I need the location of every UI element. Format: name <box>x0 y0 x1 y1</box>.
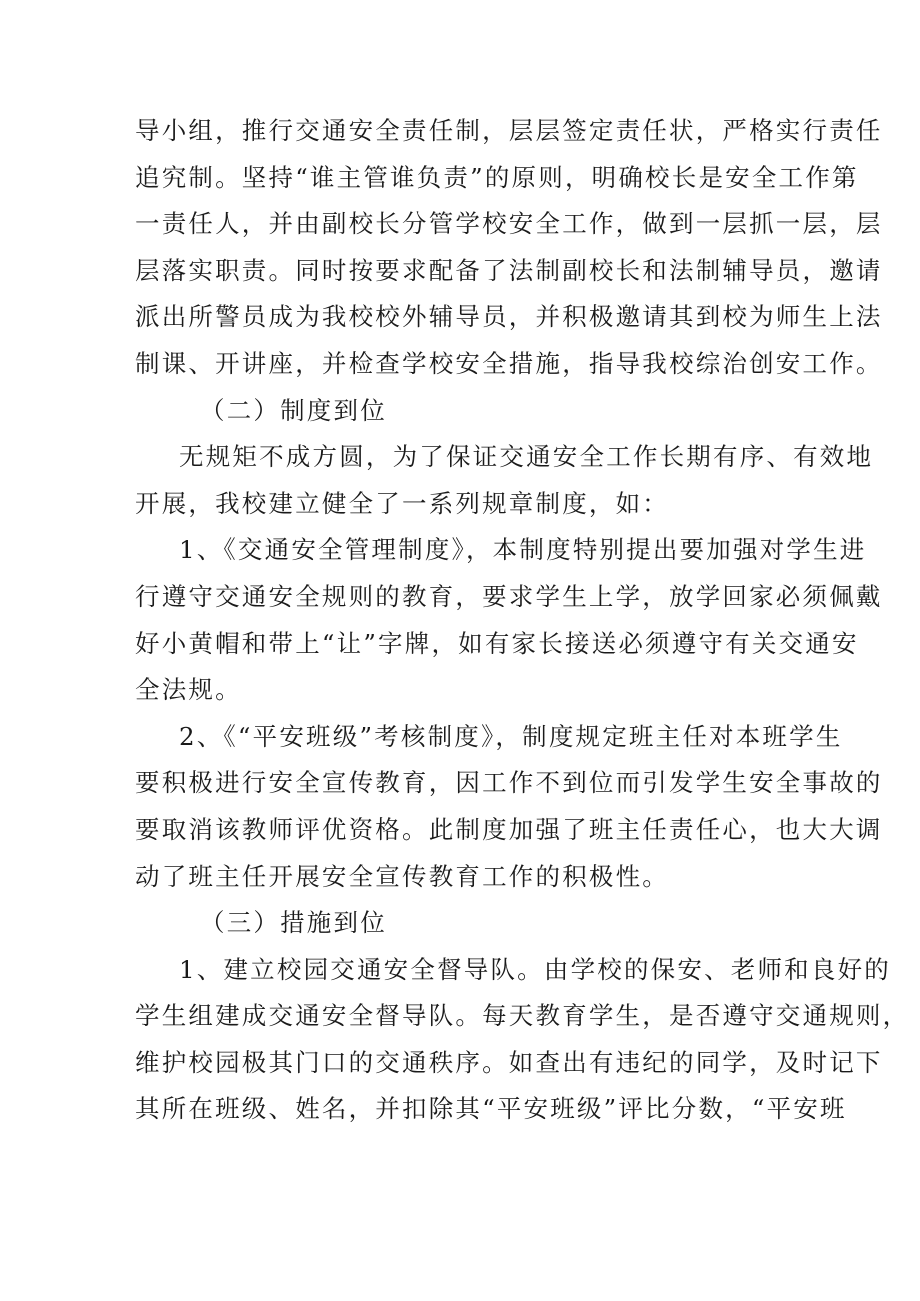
text-line: 要积极进行安全宣传教育，因工作不到位而引发学生安全事故的 <box>135 768 883 798</box>
paragraph-start-line: 1、《交通安全管理制度》，本制度特别提出要加强对学生进 <box>179 535 867 565</box>
body-text <box>135 108 910 1133</box>
text-line: 层落实职责。同时按要求配备了法制副校长和法制辅导员，邀请 <box>135 255 883 285</box>
paragraph-start-line: 1、建立校园交通安全督导队。由学校的保安、老师和良好的 <box>179 954 891 984</box>
text-line: 学生组建成交通安全督导队。每天教育学生，是否遵守交通规则， <box>135 1001 910 1031</box>
paragraph-start-line: 无规矩不成方圆，为了保证交通安全工作长期有序、有效地 <box>179 442 874 472</box>
text-line: 要取消该教师评优资格。此制度加强了班主任责任心，也大大调 <box>135 814 883 844</box>
text-line: 追究制。坚持“谁主管谁负责”的原则，明确校长是安全工作第 <box>135 162 859 192</box>
section-heading: （二）制度到位 <box>200 395 387 425</box>
text-line: 全法规。 <box>135 675 242 705</box>
text-line: 导小组，推行交通安全责任制，层层签定责任状，严格实行责任 <box>135 116 883 145</box>
text-line: 好小黄帽和带上“让”字牌，如有家长接送必须遵守有关交通安 <box>135 628 859 658</box>
section-heading: （三）措施到位 <box>200 908 387 938</box>
text-line: 制课、开讲座，并检查学校安全措施，指导我校综治创安工作。 <box>135 348 883 378</box>
text-line: 行遵守交通安全规则的教育，要求学生上学，放学回家必须佩戴 <box>135 581 883 611</box>
text-line: 动了班主任开展安全宣传教育工作的积极性。 <box>135 861 669 891</box>
text-line: 维护校园极其门口的交通秩序。如查出有违纪的同学，及时记下 <box>135 1047 883 1077</box>
text-line: 派出所警员成为我校校外辅导员，并积极邀请其到校为师生上法 <box>135 302 883 332</box>
paragraph-start-line: 2、《“平安班级”考核制度》，制度规定班主任对本班学生 <box>179 721 843 751</box>
text-line: 一责任人，并由副校长分管学校安全工作，做到一层抓一层，层 <box>135 209 883 239</box>
text-line: 开展，我校建立健全了一系列规章制度，如： <box>135 488 669 518</box>
text-line: 其所在班级、姓名，并扣除其“平安班级”评比分数，“平安班 <box>135 1094 847 1124</box>
